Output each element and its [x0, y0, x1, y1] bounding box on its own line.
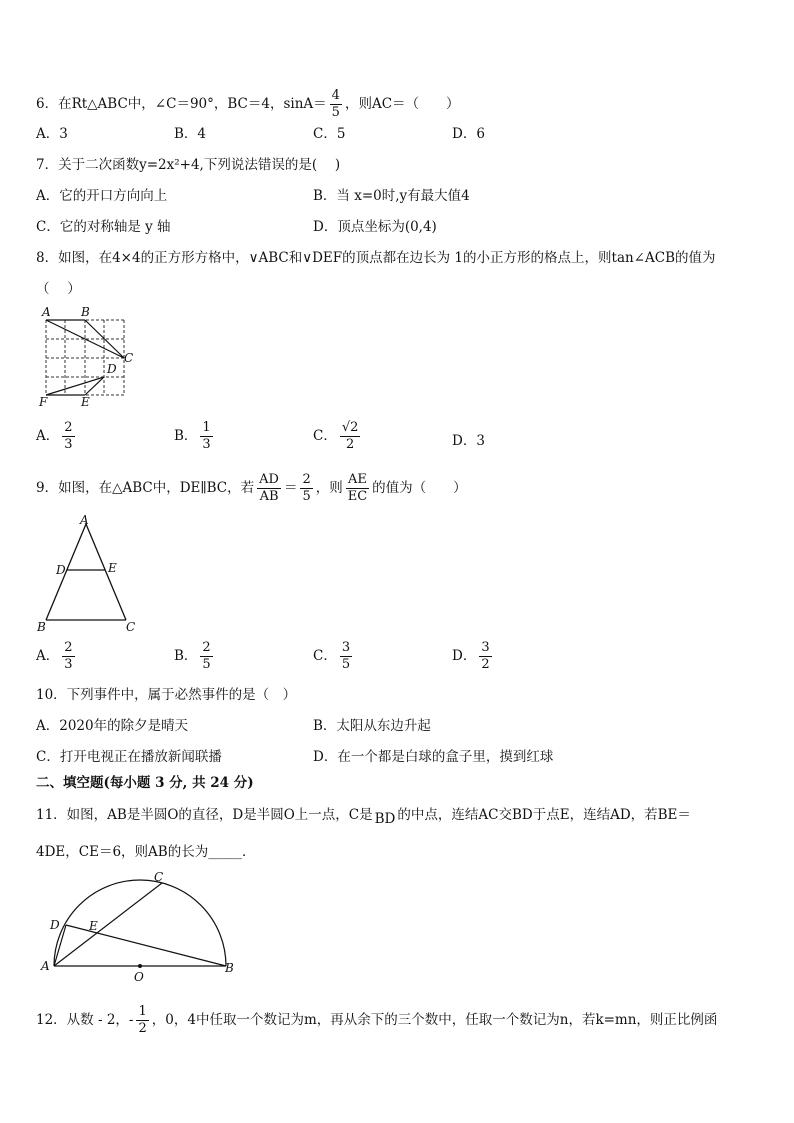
- q8-option-a: A． $\frac{2}{3}$: [36, 420, 73, 452]
- q7-stem: 7．关于二次函数y=2x²+4,下列说法错误的是( ): [36, 157, 341, 173]
- q6-stem: [36, 88, 460, 121]
- q8-stem: 8．如图，在4×4的正方形方格中，∨ABC和∨DEF的顶点都在边长为 1的小正方形的格点上，则tan∠ACB的值为: [36, 250, 716, 266]
- q11-label-b: B: [225, 961, 234, 975]
- q8-label-c: C: [124, 351, 134, 365]
- q6-option-d: D．6: [452, 126, 485, 142]
- q7-option-a: A．它的开口方向向上: [36, 188, 168, 204]
- q10-stem: 10．下列事件中，属于必然事件的是（ ）: [36, 687, 297, 703]
- q9-option-d: D． $\frac{3}{2}$: [452, 640, 490, 672]
- section-heading-fill-in: 二、填空题(每小题 3 分, 共 24 分): [36, 775, 254, 791]
- q11-arc-bd: BD: [374, 811, 396, 827]
- q9-side-ab: [46, 524, 86, 620]
- q11-label-e: E: [89, 919, 98, 933]
- q11-label-a: A: [41, 959, 50, 973]
- q12-stem: 12．从数 - 2，- $\frac{1}{2}$ ，0，4中任取一个数记为m，再从余下的三个数中，任取一个数记为n，若k=mn，则正比例函: [36, 1004, 718, 1036]
- q11-label-d: D: [50, 918, 60, 932]
- q6-stem-pre: 6．在Rt△ABC中，∠C＝90°，BC＝4，sinA＝: [36, 96, 327, 112]
- q9-label-a: A: [80, 513, 89, 527]
- q6-option-a: A．3: [36, 126, 68, 142]
- q9-option-a: A． $\frac{2}{3}$: [36, 640, 73, 672]
- q8-label-a: A: [42, 305, 51, 319]
- q9-label-e: E: [108, 561, 117, 575]
- q12-fraction: $\frac{1}{2}$: [138, 1004, 147, 1036]
- q8-label-b: B: [81, 305, 90, 319]
- q7-option-d: D．顶点坐标为(0,4): [313, 219, 437, 235]
- q9-triangle-figure: [36, 514, 146, 634]
- q6-option-c: C．5: [313, 126, 346, 142]
- q11-semicircle-arc: [54, 880, 226, 966]
- q8-label-e: E: [81, 395, 90, 409]
- q11-stem-line1: 11．如图，AB是半圆O的直径，D是半圆O上一点，C是 BD 的中点，连结AC交BD于点E，连结AD，若BE＝: [36, 807, 691, 827]
- q8-option-c: C． $\frac{√2}{2}$: [313, 420, 359, 452]
- q11-stem-line2: 4DE，CE＝6，则AB的长为_____．: [36, 844, 256, 860]
- q9-label-b: B: [37, 620, 46, 634]
- q7-option-c: C．它的对称轴是 y 轴: [36, 219, 171, 235]
- q9-fraction-ae-ec: $\frac{AE}{EC}$: [347, 472, 368, 504]
- q11-semicircle-figure: [38, 870, 248, 984]
- q6-stem-post: ，则AC＝（ ）: [344, 96, 460, 112]
- q7-option-b: B．当 x=0时,y有最大值4: [313, 188, 470, 204]
- q9-label-c: C: [126, 620, 136, 634]
- q10-option-c: C．打开电视正在播放新闻联播: [36, 749, 222, 765]
- q10-option-d: D．在一个都是白球的盒子里，摸到红球: [313, 749, 554, 765]
- q9-fraction-ad-ab: $\frac{AD}{AB}$: [259, 472, 279, 504]
- q6-fraction: $\frac{4}{5}$: [331, 88, 340, 120]
- q11-label-c: C: [154, 870, 164, 884]
- q9-stem: 9．如图，在△ABC中，DE∥BC，若 $\frac{AD}{AB}$ ＝ $\frac{2}{5}$ ，则 $\frac{AE}{EC}$ 的值为（ ）: [36, 472, 467, 504]
- q10-option-b: B．太阳从东边升起: [313, 718, 431, 734]
- q8-stem-cont: （ ）: [36, 281, 81, 297]
- q6-option-b: B．4: [174, 126, 207, 142]
- q8-option-b: B． $\frac{1}{3}$: [174, 420, 211, 452]
- q8-grid-figure: [38, 305, 138, 409]
- q9-option-b: B． $\frac{2}{5}$: [174, 640, 211, 672]
- q9-fraction-2-5: $\frac{2}{5}$: [302, 472, 311, 504]
- q11-chord-ac: [54, 883, 162, 966]
- q8-label-f: F: [39, 395, 48, 409]
- q10-option-a: A．2020年的除夕是晴天: [36, 718, 189, 734]
- q8-label-d: D: [107, 362, 117, 376]
- q9-side-ac: [86, 524, 126, 620]
- q9-option-c: C． $\frac{3}{5}$: [313, 640, 351, 672]
- q11-center-point: [138, 964, 142, 968]
- q8-option-d: D．3: [452, 433, 485, 449]
- q11-label-o: O: [134, 970, 144, 984]
- q9-label-d: D: [56, 563, 66, 577]
